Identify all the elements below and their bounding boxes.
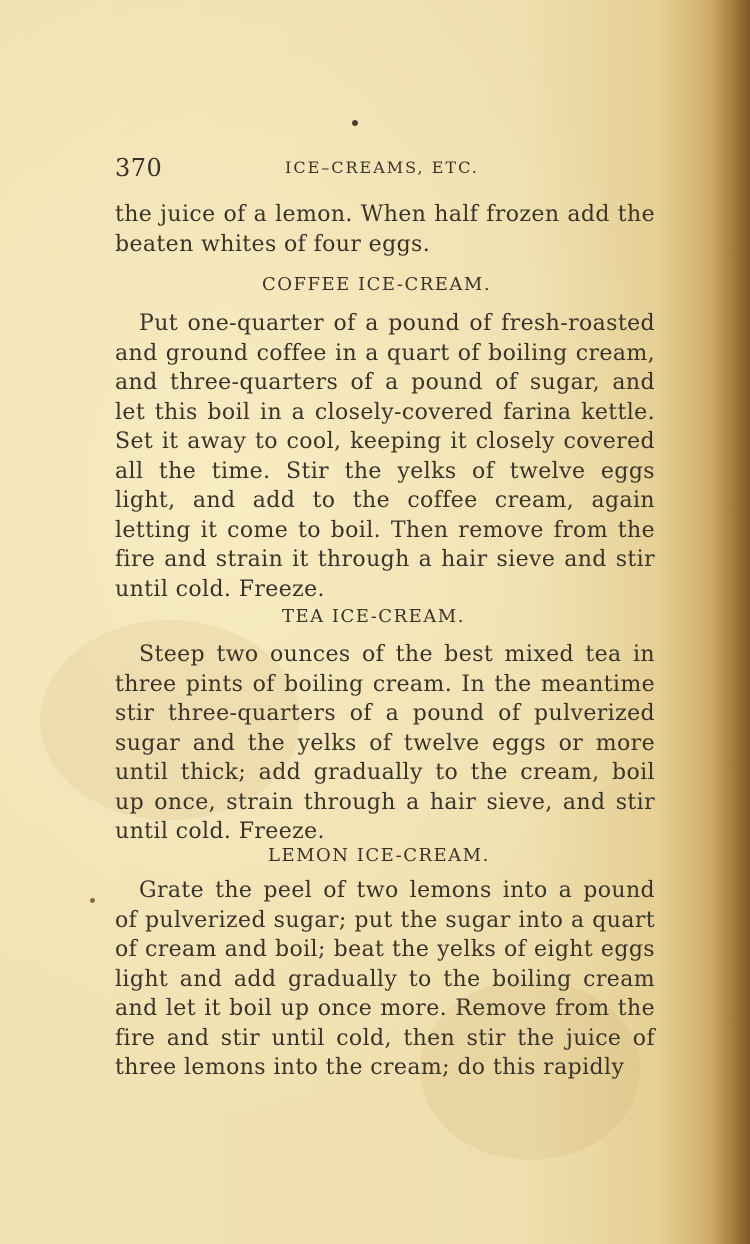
section-body-coffee xyxy=(115,309,655,604)
section-heading-coffee: COFFEE ICE-CREAM. xyxy=(262,274,492,295)
page-header xyxy=(115,150,655,190)
page-edge-shadow xyxy=(710,0,750,1244)
ink-speck xyxy=(90,898,95,903)
running-head: ICE–CREAMS, ETC. xyxy=(285,158,479,177)
section-body-tea-text: Steep two ounces of the best mixed tea in three pints of boiling cream. In the meantime stir three-quarters of a pound of pulverized sugar and the yelks of twelve eggs or more until thick; add gradually to the cream, boil up once, strain through a hair sieve, and stir until cold. Freeze. xyxy=(115,642,655,844)
section-heading-tea: TEA ICE-CREAM. xyxy=(282,606,465,627)
ink-speck xyxy=(352,120,358,126)
section-heading-lemon: LEMON ICE-CREAM. xyxy=(268,845,490,866)
section-body-lemon-text: Grate the peel of two lemons into a pound of pulverized sugar; put the sugar into a quart of cream and boil; beat the yelks of eight eggs light and add gradually to the boiling cream and let it boil up once more. Remove from the fire and stir until cold, then stir the juice of three lemons into the cream; do this rapidly xyxy=(115,878,655,1080)
page-number: 370 xyxy=(115,154,163,182)
section-body-coffee-text: Put one-quarter of a pound of fresh-roasted and ground coffee in a quart of boiling cream, and three-quarters of a pound of sugar, and let this boil in a closely-covered farina kettle. Set it away to cool, keeping it closely covered all the time. Stir the yelks of twelve eggs light, and add to the coffee cream, again letting it come to boil. Then remove from the fire and strain it through a hair sieve and stir until cold. Freeze. xyxy=(115,311,655,602)
section-body-tea xyxy=(115,640,655,847)
continuation-paragraph: the juice of a lemon. When half frozen add the beaten whites of four eggs. xyxy=(115,202,655,257)
section-body-lemon xyxy=(115,876,655,1083)
